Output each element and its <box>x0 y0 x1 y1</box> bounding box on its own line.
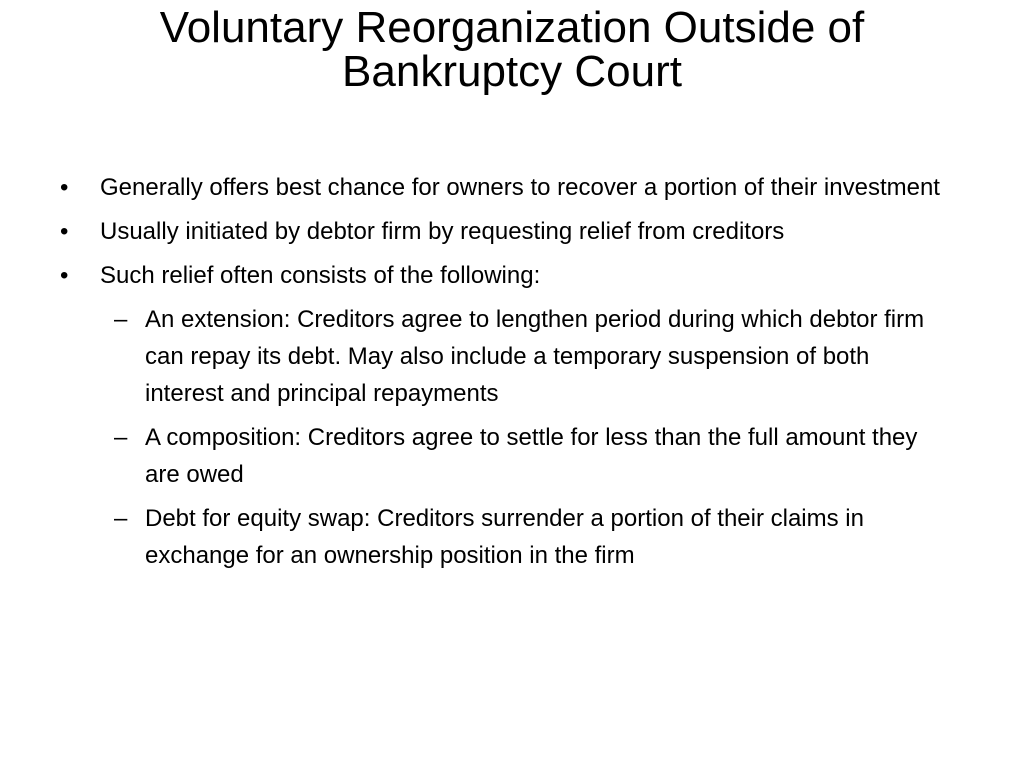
slide-title-line-1: Voluntary Reorganization Outside of <box>159 3 865 52</box>
bullet-item <box>0 257 1024 294</box>
slide-title <box>60 3 964 96</box>
bullet-item <box>0 213 1024 250</box>
bullet-text: Usually initiated by debtor firm by requesting relief from creditors <box>100 218 785 245</box>
sub-bullet-marker: – <box>114 306 128 333</box>
bullet-list <box>0 169 1024 581</box>
bullet-marker: • <box>60 218 69 245</box>
bullet-marker: • <box>60 174 69 201</box>
bullet-marker: • <box>60 262 69 289</box>
bullet-text: Such relief often consists of the following: <box>100 262 541 289</box>
sub-bullet-text: A composition: Creditors agree to settle for less than the full amount they are owed <box>145 424 918 488</box>
sub-bullet-marker: – <box>114 505 128 532</box>
sub-bullet-text: An extension: Creditors agree to lengthen period during which debtor firm can repay its debt. May also include a temporary suspension of both interest and principal repayments <box>145 306 925 407</box>
sub-bullet-item <box>0 301 1024 412</box>
sub-bullet-item <box>0 419 1024 493</box>
sub-bullet-item <box>0 500 1024 574</box>
sub-bullet-marker: – <box>114 424 128 451</box>
slide-title-line-2: Bankruptcy Court <box>342 47 682 96</box>
bullet-text: Generally offers best chance for owners to recover a portion of their investment <box>100 174 940 201</box>
bullet-item <box>0 169 1024 206</box>
sub-bullet-text: Debt for equity swap: Creditors surrender a portion of their claims in exchange for an ownership position in the firm <box>145 505 864 569</box>
